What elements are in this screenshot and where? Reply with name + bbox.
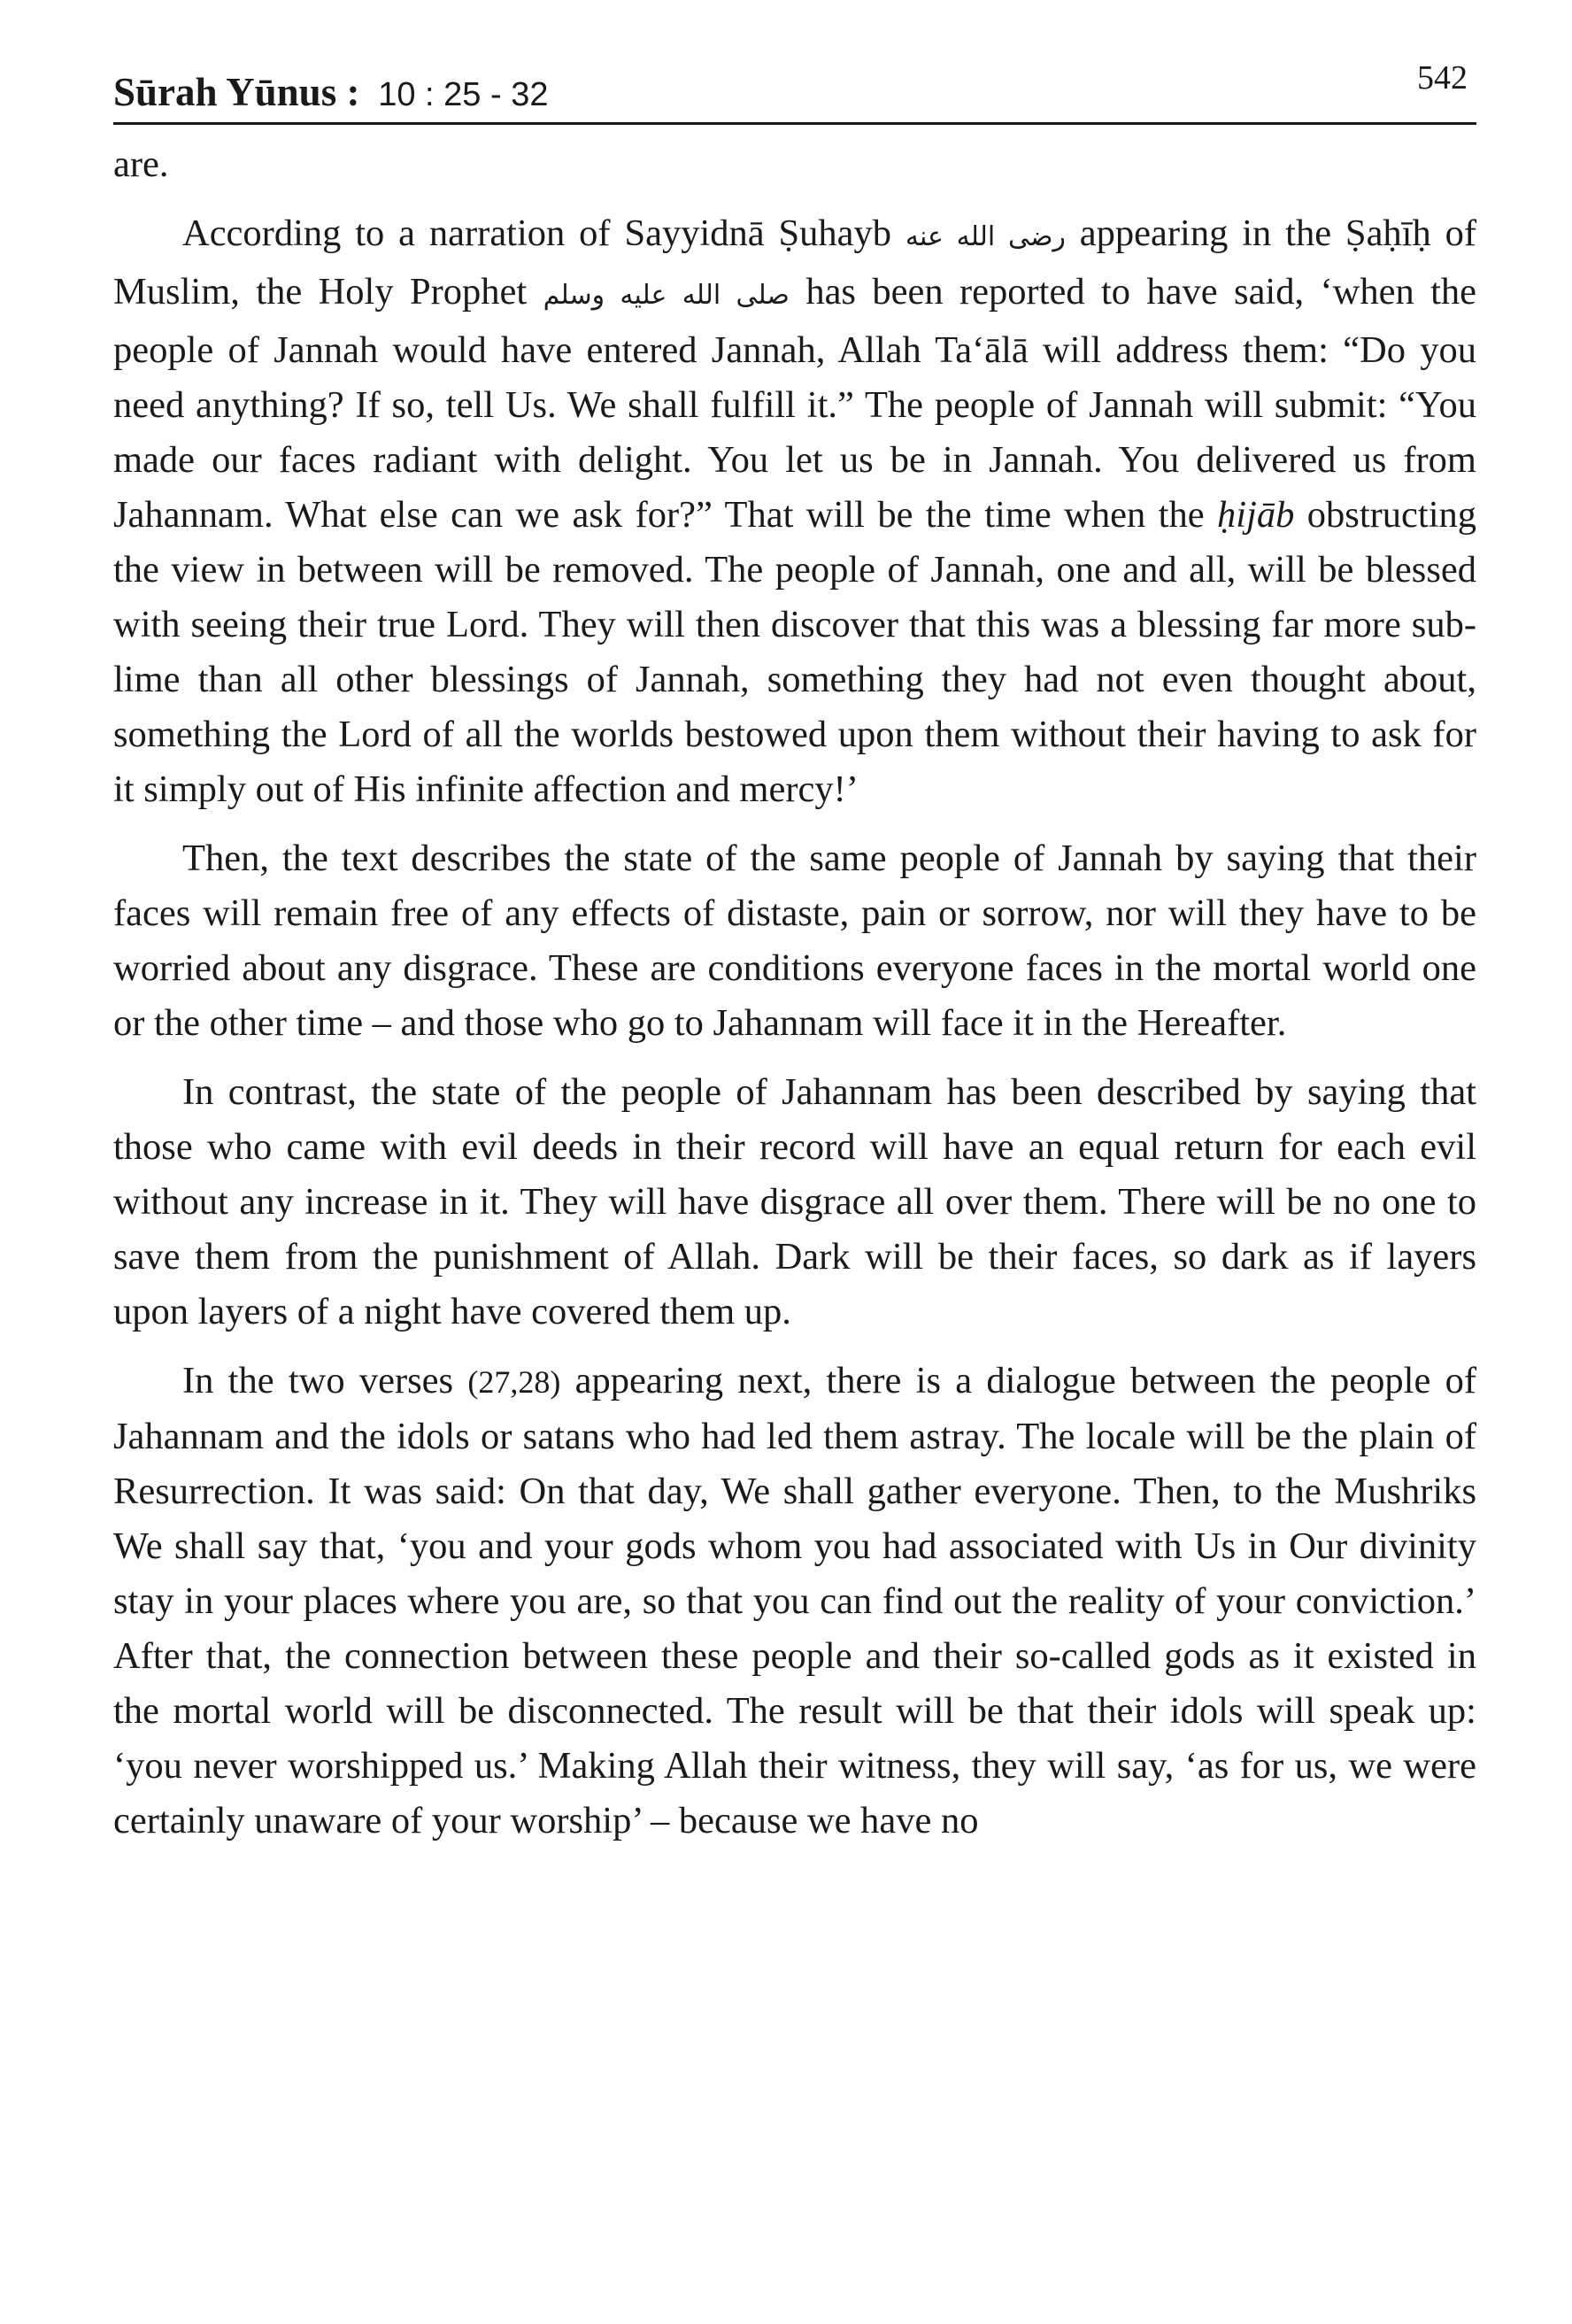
paragraph-text: are. xyxy=(113,143,169,185)
paragraph-text: appearing in the Ṣaḥīḥ of Muslim, the Holy Prophet xyxy=(113,212,1477,313)
verse-range: 10 : 25 - 32 xyxy=(378,76,549,113)
paragraph-text: obstructing the view in between will be removed. The people of Jannah, one and all, will be blessed with seeing their true Lord. They will then discover that this was a blessing far more sublime than all other blessings of Jannah, something they had not even thought about, something the Lord of all the worlds bestowed upon them without their having to ask for it simply out of His infinite affection and mercy!’ xyxy=(113,494,1477,810)
paragraph-text: In the two verses xyxy=(182,1360,454,1401)
paragraph-text: appearing next, there is a dialogue between the people of Jahannam and the idols or satans who had led them astray. The locale will be the plain of Resurrection. It was said: On that day, We shall gather everyone. Then, to the Mushriks We shall say that, ‘you and your gods whom you had associated with Us in Our divinity stay in your places where you are, so that you can find out the reality of your conviction.’ After that, the connection between these people and their so-called gods as it existed in the mortal world will be disconnected. The result will be that their idols will speak up: ‘you never worshipped us.’ Making Allah their witness, they will say, ‘as for us, we were certainly unaware of your worship’ – because we have no xyxy=(113,1360,1476,1841)
paragraph-text: Then, the text describes the state of the same people of Jannah by saying that their faces will remain free of any effects of distaste, pain or sorrow, nor will they have to be worried about any disgrace. These are conditions everyone faces in the mortal world one or the other time – and those who go to Jahannam will face it in the Hereafter. xyxy=(113,838,1476,1044)
chapter-reference xyxy=(113,69,548,115)
paragraph-text: In contrast, the state of the people of Jahannam has been described by saying that those who came with evil deeds in their record will have an equal return for each evil without any increase in it. They will have disgrace all over them. There will be no one to save them from the punishment of Allah. Dark will be their faces, so dark as if layers upon layers of a night have covered them up. xyxy=(113,1071,1476,1332)
arabic-salutation: صلى الله عليه وسلم xyxy=(543,280,790,311)
surah-name: Sūrah Yūnus : xyxy=(113,70,360,114)
paragraph-text: has been reported to have said, ‘when the people of Jannah would have entered Jannah, Allah Taʻālā will address them: “Do you need anything? If so, tell Us. We shall fulfill it.” The people of Jannah will submit: “You made our faces radiant with delight. You let us be in Jannah. You delivered us from Jahannam. What else can we ask for?” That will be the time when the xyxy=(113,271,1477,536)
paragraph-continued xyxy=(113,137,1476,192)
running-header xyxy=(113,53,1476,125)
page-body xyxy=(113,137,1476,1849)
verse-reference: (27,28) xyxy=(467,1364,561,1400)
italic-term: ḥijāb xyxy=(1216,494,1295,536)
paragraph xyxy=(113,1065,1476,1340)
paragraph xyxy=(113,206,1476,817)
page-number: 542 xyxy=(1417,59,1468,97)
paragraph xyxy=(113,831,1476,1051)
book-page xyxy=(113,53,1476,1863)
paragraph-text: According to a narration of Sayyidnā Ṣuhayb xyxy=(182,212,891,254)
paragraph xyxy=(113,1354,1476,1849)
arabic-honorific: رضى الله عنه xyxy=(905,221,1066,252)
